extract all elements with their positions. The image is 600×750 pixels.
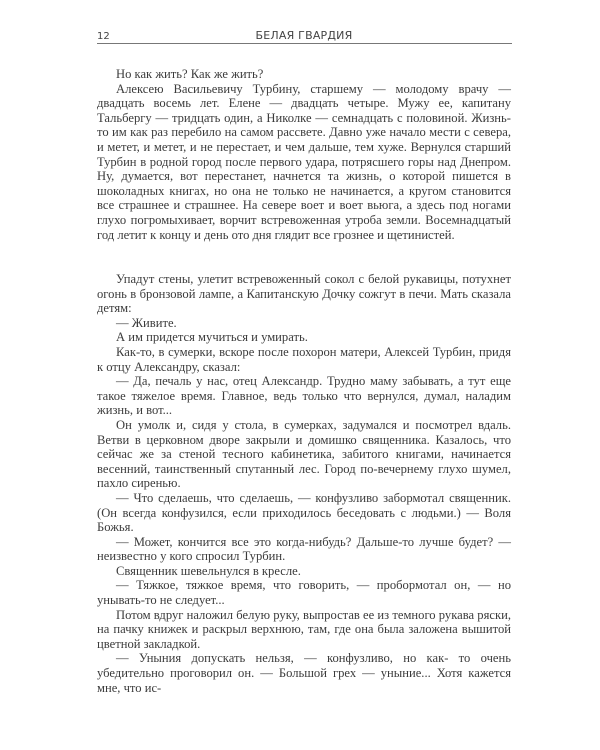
- paragraph: — Что сделаешь, что сделаешь, — конфузливо забормотал священник. (Он всегда конфузился, если приходилось беседовать с людьми.) — Воля Божья.: [97, 490, 511, 535]
- paragraph: Но как жить? Как же жить?: [116, 67, 264, 81]
- text-section-2: [97, 272, 511, 695]
- header-rule: [97, 43, 512, 44]
- paragraph: — Живите.: [116, 315, 177, 330]
- page-number: 12: [97, 31, 110, 42]
- paragraph: — Уныния допускать нельзя, — конфузливо, но как- то очень убедительно проговорил он. — Большой грех — уныние... Хотя кажется мне, что ис-: [97, 651, 511, 695]
- text-section-1: [97, 67, 511, 242]
- paragraph: Священник шевельнулся в кресле.: [116, 563, 301, 578]
- paragraph: А им придется мучиться и умирать.: [116, 330, 308, 345]
- paragraph: — Тяжкое, тяжкое время, что говорить, — пробормотал он, — но унывать-то не следует...: [97, 578, 511, 608]
- running-title: БЕЛАЯ ГВАРДИЯ: [255, 29, 353, 42]
- paragraph: Упадут стены, улетит встревоженный сокол с белой рукавицы, потухнет огонь в бронзовой лампе, а Капитанскую Дочку сожгут в печи. Мать сказала детям:: [97, 272, 511, 316]
- paragraph: Потом вдруг наложил белую руку, выпростав ее из темного рукава ряски, на пачку книжек и раскрыл верхнюю, там, где она была заложена вышитой цветной закладкой.: [97, 607, 511, 651]
- running-head: [97, 29, 511, 43]
- paragraph: — Может, кончится все это когда-нибудь? Дальше-то лучше будет? — неизвестно у кого спросил Турбин.: [97, 534, 511, 564]
- paragraph: Алексею Васильевичу Турбину, старшему — молодому врачу — двадцать восемь лет. Елене — двадцать четыре. Мужу ее, капитану Тальбергу — тридцать один, а Николке — семнадцать с половиной. Жизнь-то им как раз перебило на самом рассвете. Давно уже начало мести с севера, и метет, и метет, и не перестает, и чем дальше, тем хуже. Вернулся старший Турбин в родной город после первого удара, потрясшего горы над Днепром. Ну, думается, вот перестанет, начнется та жизнь, о которой пишется в шоколадных книгах, но она не только не начинается, а кругом становится все страшнее и страшнее. На севере воет и воет вьюга, а здесь под ногами глухо погромыхивает, ворчит встревоженная утроба земли. Восемнадцатый год летит к концу и день ото дня глядит все грознее и щетинистей.: [97, 81, 511, 242]
- paragraph: Он умолк и, сидя у стола, в сумерках, задумался и посмотрел вдаль. Ветви в церковном дворе закрыли и домишко священника. Казалось, что сейчас же за стеной тесного кабинетика, забитого книгами, начинается весенний, таинственный спутанный лес. Город по-вечернему глухо шумел, пахло сиренью.: [97, 417, 511, 491]
- paragraph: Как-то, в сумерки, вскоре после похорон матери, Алексей Турбин, придя к отцу Александру, сказал:: [97, 344, 511, 374]
- paragraph: — Да, печаль у нас, отец Александр. Трудно маму забывать, а тут еще такое тяжелое время. Главное, ведь только что вернулся, думал, наладим жизнь, и вот...: [97, 374, 511, 418]
